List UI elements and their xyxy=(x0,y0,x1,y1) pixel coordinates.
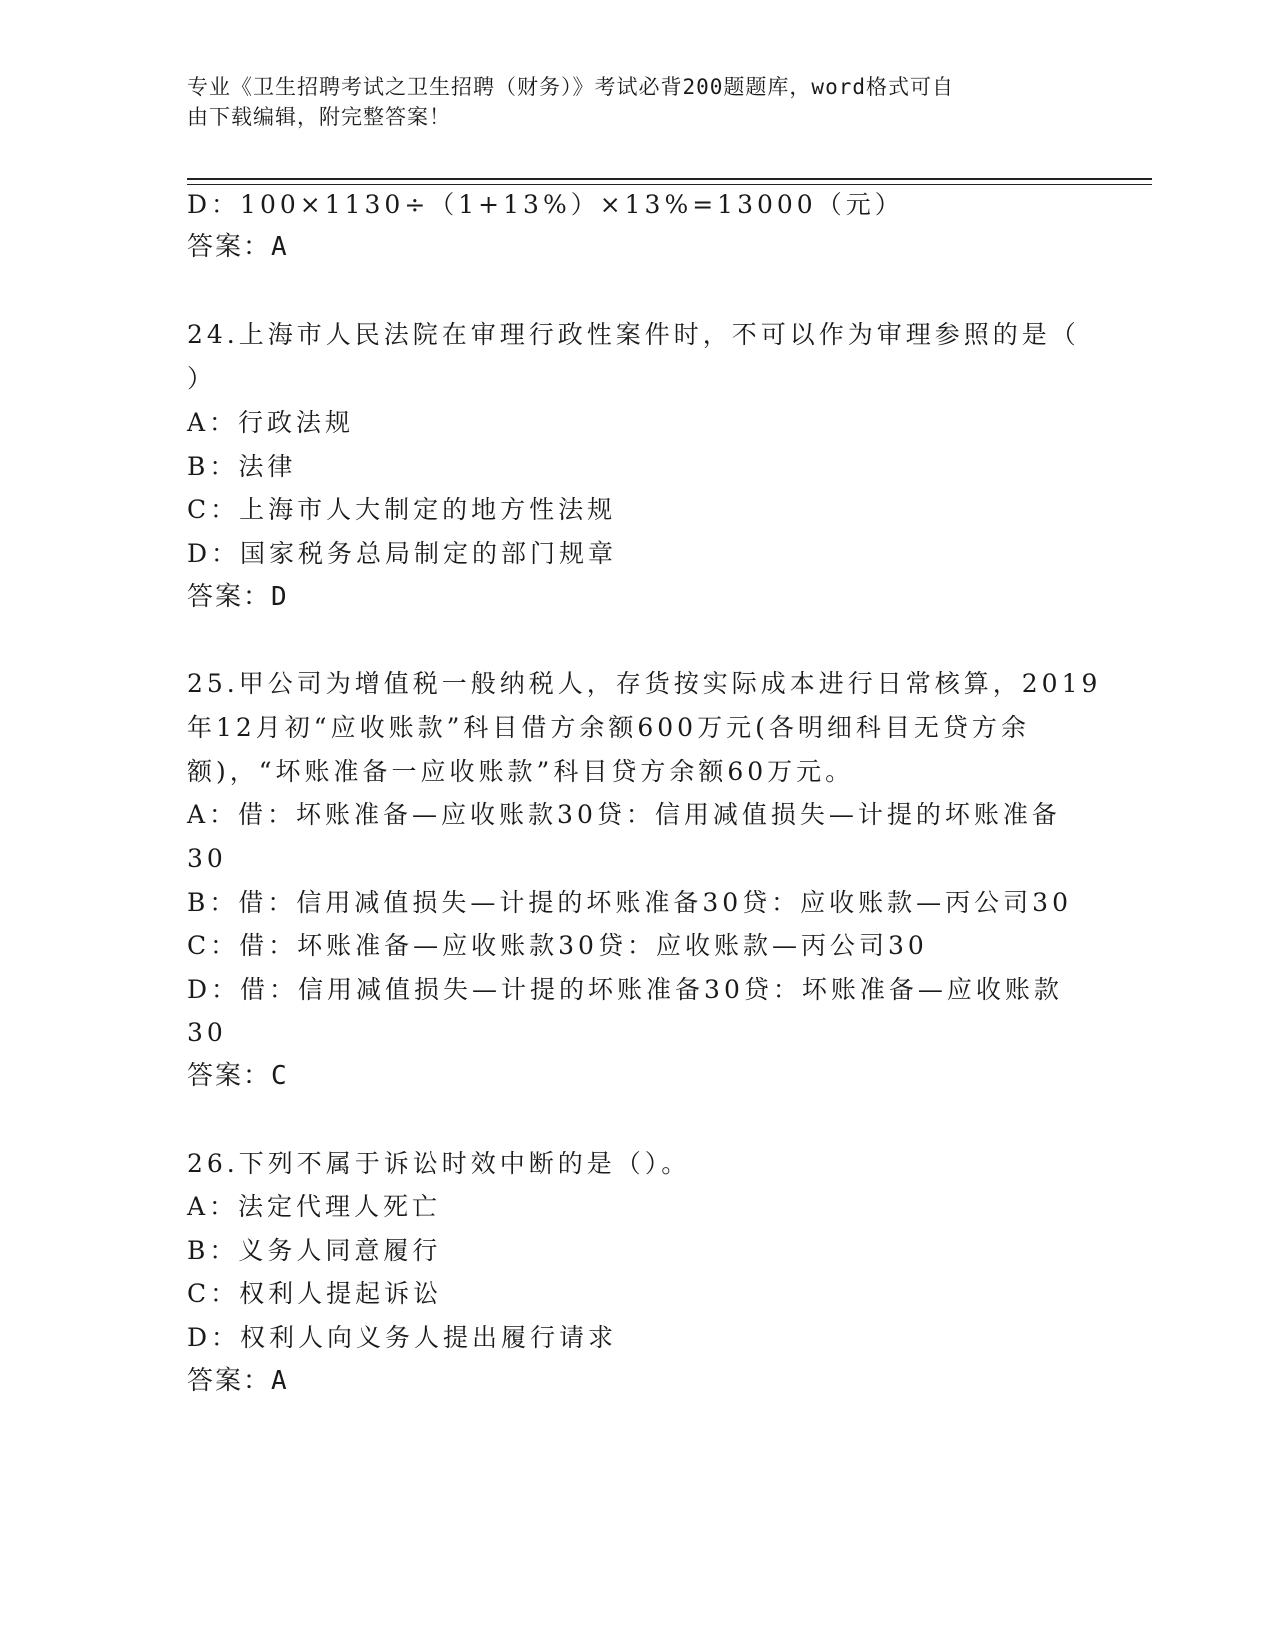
q26-option-a: A：法定代理人死亡 xyxy=(187,1192,442,1221)
header-divider-thick xyxy=(187,178,1152,180)
prev-answer: 答案：A xyxy=(187,232,289,262)
q24-stem-cont: ） xyxy=(187,364,217,393)
q25-option-a-cont: 30 xyxy=(187,844,227,873)
q26-stem: 26.下列不属于诉讼时效中断的是（）。 xyxy=(187,1149,691,1178)
document-header xyxy=(187,72,1067,132)
q24-answer: 答案：D xyxy=(187,582,289,612)
q24-option-a: A：行政法规 xyxy=(187,408,355,437)
q24-option-b: B：法律 xyxy=(187,452,297,481)
header-line: 专业《卫生招聘考试之卫生招聘（财务）》考试必背200题题库，word格式可自 xyxy=(187,75,954,99)
q25-stem-cont: 额)，“坏账准备一应收账款”科目贷方余额60万元。 xyxy=(187,757,855,786)
q24-option-d: D：国家税务总局制定的部门规章 xyxy=(187,539,618,568)
q26-answer: 答案：A xyxy=(187,1366,289,1396)
header-line: 由下载编辑，附完整答案！ xyxy=(187,105,451,129)
q25-stem-cont: 年12月初“应收账款”科目借方余额600万元(各明细科目无贷方余 xyxy=(187,713,1030,742)
q25-option-a: A：借：坏账准备—应收账款30贷：信用减值损失—计提的坏账准备 xyxy=(187,800,1061,829)
q25-option-d-cont: 30 xyxy=(187,1018,227,1047)
q25-option-c: C：借：坏账准备—应收账款30贷：应收账款—丙公司30 xyxy=(187,931,928,960)
q25-option-d: D：借：信用减值损失—计提的坏账准备30贷：坏账准备—应收账款 xyxy=(187,975,1063,1004)
header-divider-thin xyxy=(187,184,1152,185)
q24-stem: 24.上海市人民法院在审理行政性案件时，不可以作为审理参照的是（ xyxy=(187,320,1080,349)
q25-answer: 答案：C xyxy=(187,1061,289,1091)
q26-option-c: C：权利人提起诉讼 xyxy=(187,1279,443,1308)
q24-option-c: C：上海市人大制定的地方性法规 xyxy=(187,495,617,524)
q26-option-b: B：义务人同意履行 xyxy=(187,1236,442,1265)
q25-option-b: B：借：信用减值损失—计提的坏账准备30贷：应收账款—丙公司30 xyxy=(187,888,1072,917)
q25-stem: 25.甲公司为增值税一般纳税人，存货按实际成本进行日常核算，2019 xyxy=(187,669,1102,698)
prev-option-d: D：100×1130÷（1+13%）×13%=13000（元） xyxy=(187,190,904,219)
q26-option-d: D：权利人向义务人提出履行请求 xyxy=(187,1323,618,1352)
